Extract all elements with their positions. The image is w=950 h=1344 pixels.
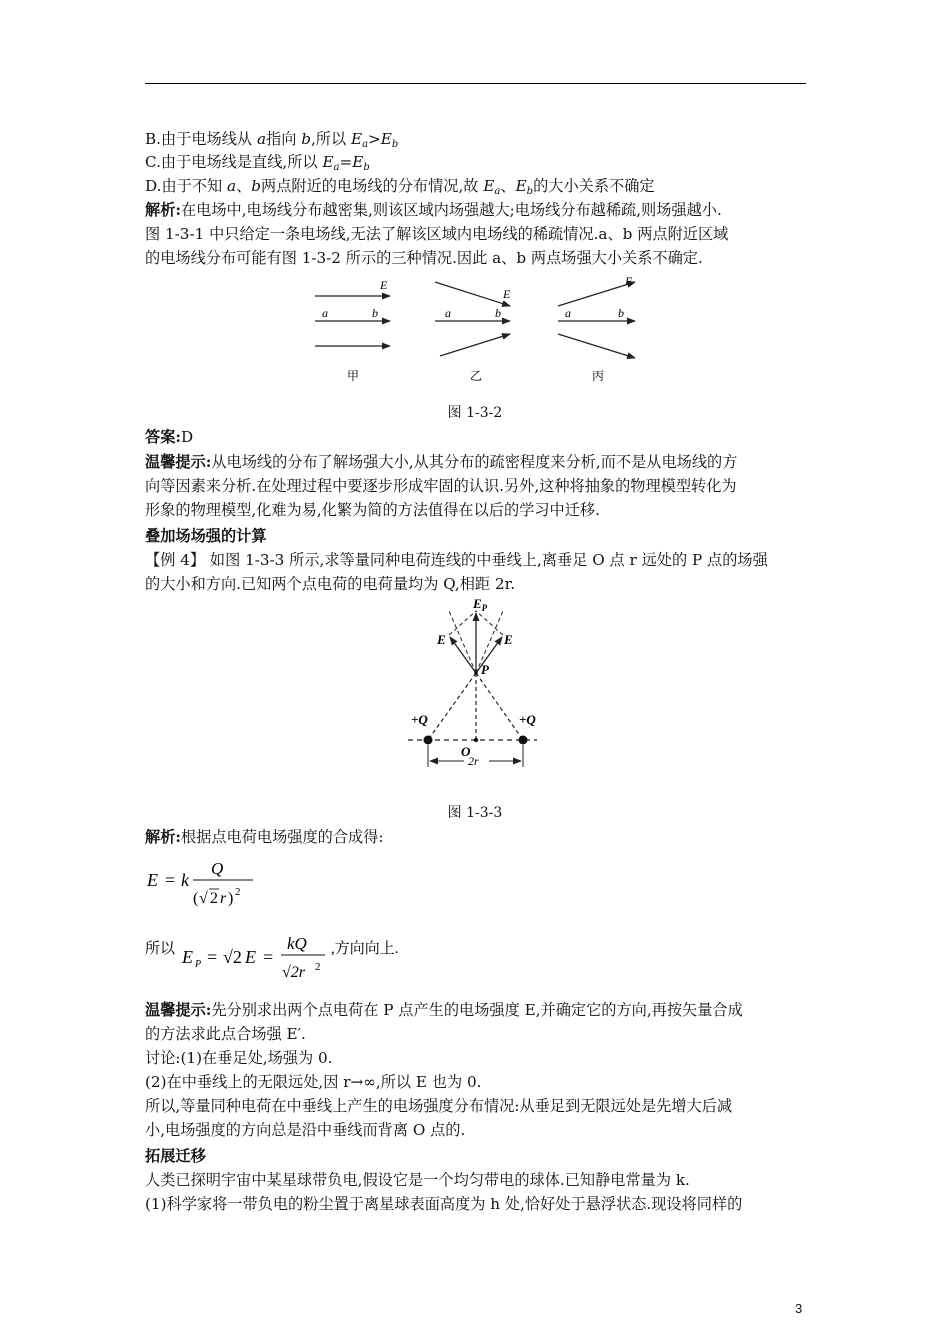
figure1-caption: 图 1-3-2 [447,405,503,421]
option-c: C.由于电场线是直线,所以 $E_a=E_b$ [145,153,370,173]
extension-line2: (1)科学家将一带负电的粉尘置于离星球表面高度为 h 处,恰好处于悬浮状态.现设将同样的 [145,1195,743,1213]
answer-label: 答案: [145,428,181,446]
svg-text:,方向向上.: ,方向向上. [331,941,399,957]
point-p [474,671,478,675]
analysis2-line: 解析:根据点电荷电场强度的合成得: [145,828,384,846]
2r-label: 2r [468,754,479,768]
panel-yi-a-label: a [445,306,451,320]
o-label: O [461,744,471,759]
example-label: 【例 4】 [145,551,206,569]
panel-jia-label: 甲 [347,369,360,383]
panel-jia-a-label: a [322,306,328,320]
figure2-caption: 图 1-3-3 [447,805,503,821]
equation-1 [145,855,325,915]
parallelogram-top-left [449,611,476,635]
svg-text:P: P [195,959,202,970]
panel-bing-a-label: a [565,306,571,320]
parallelogram-top-right [476,611,503,635]
svg-text:=: = [165,870,176,890]
q-right-label: +Q [519,712,536,727]
answer-value: D [180,428,194,446]
svg-text:r: r [220,890,227,907]
svg-text:2: 2 [210,890,218,907]
analysis1-line2: 图 1-3-1 中只给定一条电场线,无法了解该区域内电场线的稀疏情况.a、b 两点附近区域 [145,225,729,243]
point-o [474,738,478,742]
svg-text:所以: 所以 [145,941,176,957]
analysis2-label: 解析: [145,828,181,846]
panel-yi-b-label: b [495,306,501,320]
tip2-line2: 的方法求此点合场强 E′. [145,1025,306,1043]
tip1-line1: 温馨提示:从电场线的分布了解场强大小,从其分布的疏密程度来分析,而不是从电场线的方 [145,453,738,471]
panel-bing-label: 丙 [592,369,605,383]
svg-text:2: 2 [315,961,321,973]
analysis-label: 解析: [145,201,181,219]
e-left-arrow [450,637,476,673]
svg-text:√2: √2 [223,947,242,967]
svg-text:=: = [263,947,274,967]
extension-line1: 人类已探明宇宙中某星球带负电,假设它是一个均匀带电的球体.已知静电常量为 k. [145,1171,690,1189]
tip2-label: 温馨提示: [145,1001,212,1019]
svg-text:E: E [147,870,158,890]
svg-text:√2r: √2r [282,964,306,981]
e-right-label: E [504,632,513,647]
left-connector [428,673,476,740]
charge-field-figure [395,593,555,783]
svg-text:=: = [207,947,218,967]
example4-line2: 的大小和方向.已知两个点电荷的电荷量均为 Q,相距 2r. [145,575,516,593]
field-lines-figure [300,276,660,386]
ep-label: $E_P$ [473,596,488,613]
left-charge [424,736,433,745]
discussion-line4: 小,电场强度的方向总是沿中垂线而背离 O 点的. [145,1121,466,1139]
q-left-label: +Q [411,712,428,727]
panel-bing-e-label: E [625,276,633,288]
answer-line [145,427,810,447]
svg-text:Q: Q [211,859,224,878]
panel-bing-lines [558,282,635,358]
right-connector [476,673,523,740]
panel-jia-b-label: b [372,306,378,320]
option-b: B.由于电场线从 a指向 b,所以 $E_a>E_b$ [145,130,399,150]
right-charge [519,736,528,745]
extension-title: 拓展迁移 [145,1147,206,1165]
analysis1-line1: 解析:在电场中,电场线分布越密集,则该区域内场强越大;电场线分布越稀疏,则场强越小. [145,201,722,219]
header-rule [145,83,806,84]
e-left-label: E [437,632,446,647]
svg-text:): ) [228,890,234,907]
discussion-line2: (2)在中垂线上的无限远处,因 r→∞,所以 E 也为 0. [145,1073,482,1091]
svg-text:(: ( [193,890,199,907]
svg-text:E: E [245,947,256,967]
tip-label: 温馨提示: [145,453,212,471]
discussion-line1: 讨论:(1)在垂足处,场强为 0. [145,1049,333,1067]
example4-line1: 【例 4】 如图 1-3-3 所示,求等量同种电荷连线的中垂线上,离垂足 O 点 r 远处的 P 点的场强 [145,551,768,569]
tip1-line2: 向等因素来分析.在处理过程中要逐步形成牢固的认识.另外,这种将抽象的物理模型转化为 [145,477,737,495]
panel-jia-e-label: E [380,278,388,292]
svg-text:2: 2 [235,886,241,898]
panel-bing-b-label: b [618,306,624,320]
section-title: 叠加场场强的计算 [145,527,267,545]
panel-jia-lines [315,296,390,346]
tip1-line3: 形象的物理模型,化难为易,化繁为简的方法值得在以后的学习中迁移. [145,501,600,519]
panel-yi-label: 乙 [470,369,483,383]
p-label: P [481,662,489,677]
page-number: 3 [795,1301,803,1316]
svg-text:E: E [182,947,193,967]
svg-text:k: k [181,870,189,890]
discussion-line3: 所以,等量同种电荷在中垂线上产生的电场强度分布情况:从垂足到无限远处是先增大后减 [145,1097,733,1115]
tip2-line1: 温馨提示:先分别求出两个点电荷在 P 点产生的电场强度 E,并确定它的方向,再按矢量合成 [145,1001,743,1019]
e-right-arrow [476,637,502,673]
option-d: D.由于不知 a、b两点附近的电场线的分布情况,故 $E_a$、$E_b$的大小关系不确定 [145,177,655,197]
analysis1-line3: 的电场线分布可能有图 1-3-2 所示的三种情况.因此 a、b 两点场强大小关系不确定. [145,249,703,267]
panel-yi-e-label: E [503,287,511,301]
svg-text:√: √ [199,890,208,907]
equation-2 [145,925,465,985]
svg-text:kQ: kQ [287,934,307,953]
